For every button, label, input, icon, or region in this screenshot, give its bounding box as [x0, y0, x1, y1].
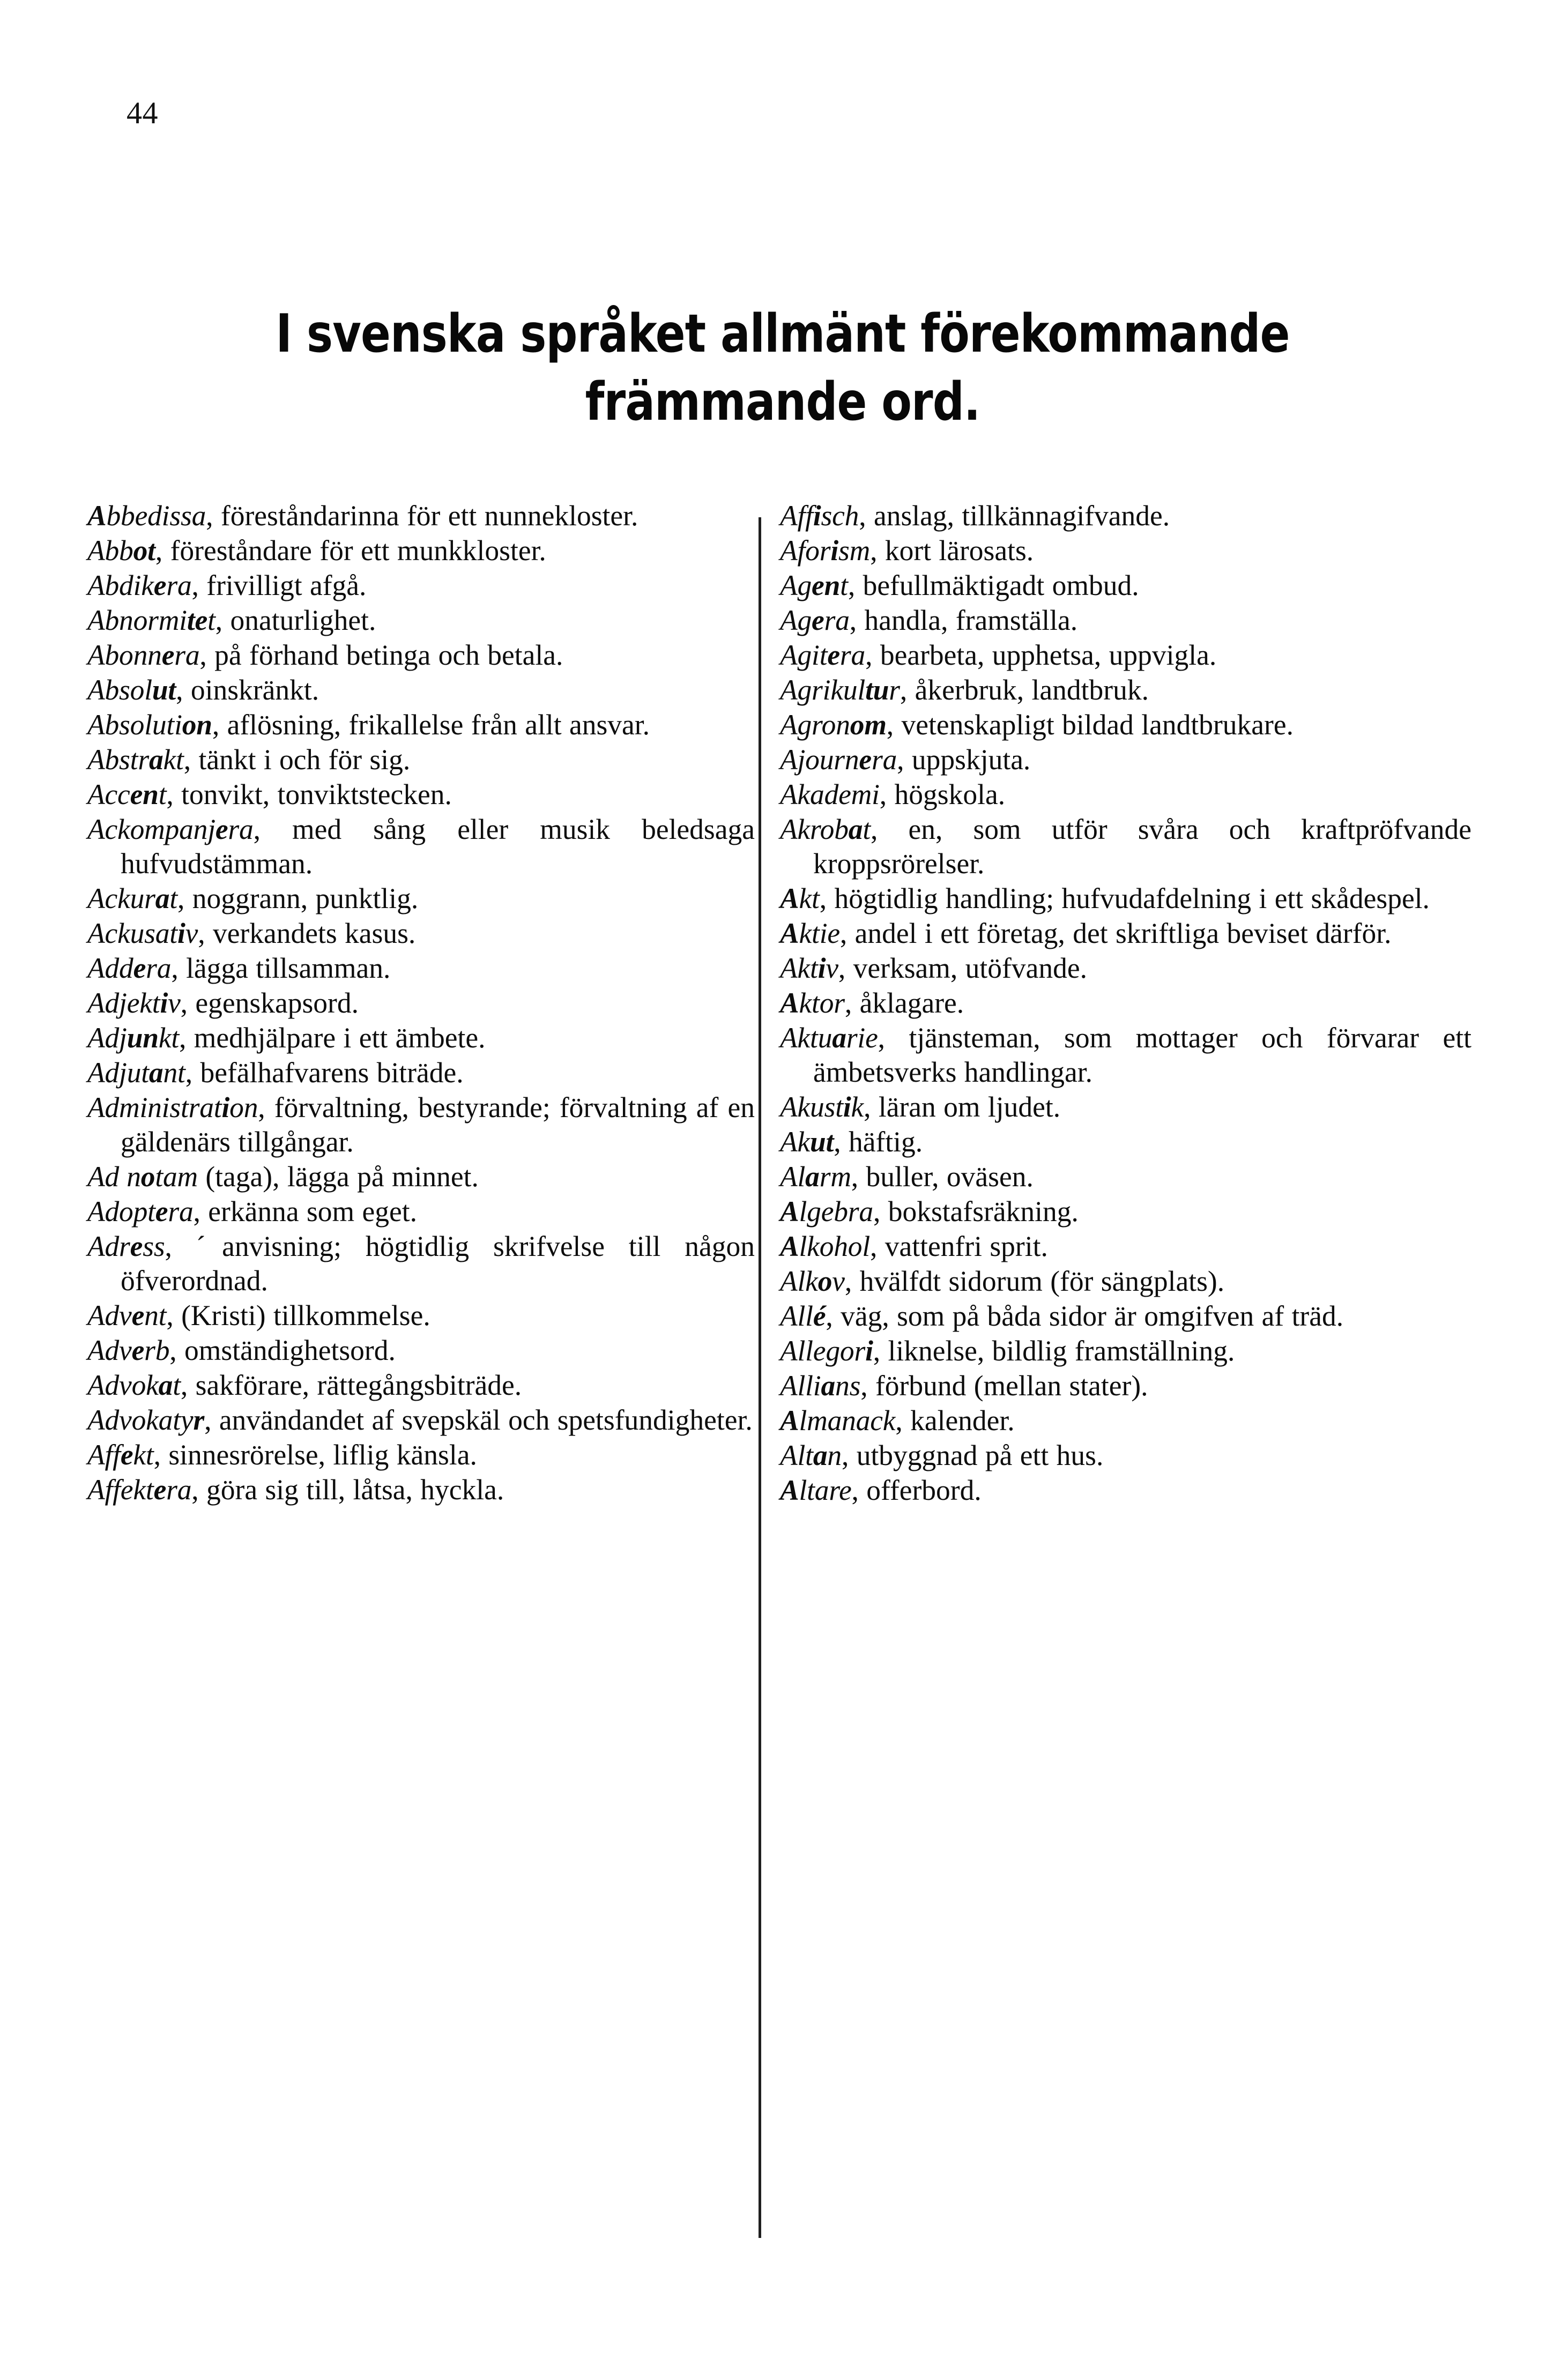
- entry-definition: , föreståndare för ett munkkloster.: [155, 534, 546, 567]
- entry-headword: Abonnera: [87, 638, 200, 671]
- entry-definition: , bearbeta, upphetsa, uppvigla.: [865, 638, 1217, 671]
- dictionary-entry: [780, 986, 1471, 1020]
- entry-definition: , verkandets kasus.: [198, 917, 416, 949]
- entry-headword: Advokatyr: [87, 1404, 205, 1437]
- entry-headword: Alarm: [780, 1161, 851, 1193]
- entry-headword: Adjunkt: [87, 1021, 180, 1054]
- entry-headword: Abstrakt: [87, 743, 184, 776]
- entry-headword: Abbedissa: [87, 500, 206, 532]
- dictionary-entry: [87, 708, 755, 742]
- entry-headword: Abnormitet: [87, 604, 215, 636]
- entry-headword: Addera: [87, 951, 172, 984]
- dictionary-entry: [87, 568, 755, 603]
- dictionary-entry: [780, 916, 1471, 950]
- dictionary-entry: [780, 1368, 1471, 1403]
- entry-definition: , handla, framställa.: [849, 604, 1078, 636]
- dictionary-entry: [87, 638, 755, 672]
- entry-definition: , offerbord.: [851, 1474, 982, 1506]
- dictionary-entry: [87, 742, 755, 777]
- dictionary-entry: [780, 673, 1471, 707]
- entry-headword: Abbot: [87, 534, 155, 567]
- entry-definition: , högskola.: [879, 778, 1006, 810]
- entry-headword: Agent: [780, 569, 848, 601]
- entry-headword: Advokat: [87, 1369, 181, 1402]
- column-divider-rule: [759, 517, 761, 2238]
- dictionary-entry: [780, 708, 1471, 742]
- entry-definition: , uppskjuta.: [897, 743, 1031, 776]
- entry-headword: Affektera: [87, 1474, 192, 1506]
- dictionary-entry: [87, 1090, 755, 1159]
- entry-definition: (taga), lägga på minnet.: [197, 1161, 479, 1193]
- dictionary-entry: [780, 1229, 1471, 1263]
- entry-definition: , befälhafvarens biträde.: [185, 1056, 464, 1089]
- entry-headword: Affekt: [87, 1439, 154, 1471]
- dictionary-entry: [87, 881, 755, 916]
- entry-headword: Altare: [780, 1474, 852, 1506]
- dictionary-entry: [87, 499, 755, 533]
- dictionary-entry: [87, 1472, 755, 1507]
- entry-definition: , omständighetsord.: [169, 1334, 396, 1367]
- entry-headword: Allé: [780, 1299, 826, 1332]
- entry-definition: , aflösning, frikallelse från allt ansvar.: [212, 708, 650, 741]
- dictionary-entry: [87, 1403, 755, 1437]
- page-title-line-1: I svenska språket allmänt förekommande: [276, 303, 1290, 365]
- entry-definition: , högtidlig handling; hufvudafdelning i ett skådespel.: [819, 882, 1430, 914]
- dictionary-entry: [780, 1403, 1471, 1438]
- entry-columns: [0, 499, 1561, 2246]
- entry-headword: Adress: [87, 1230, 165, 1263]
- page-number: 44: [127, 95, 158, 130]
- entry-definition: , noggrann, punktlig.: [177, 882, 419, 914]
- entry-headword: Agitera: [780, 638, 866, 671]
- entry-definition: , egenskapsord.: [180, 986, 359, 1019]
- entry-column-left: [87, 499, 755, 1507]
- entry-headword: Ackompanjera: [87, 813, 254, 845]
- entry-definition: , en, som utför svåra och kraftpröfvande kroppsrörelser.: [813, 813, 1471, 880]
- entry-definition: , användandet af svepskäl och spetsfundigheter.: [204, 1404, 753, 1437]
- dictionary-entry: [87, 986, 755, 1020]
- dictionary-entry: [780, 951, 1471, 985]
- dictionary-entry: [780, 1194, 1471, 1229]
- dictionary-entry: [87, 1055, 755, 1090]
- entry-headword: Abdikera: [87, 569, 192, 601]
- entry-definition: , åkerbruk, landtbruk.: [900, 673, 1149, 706]
- entry-headword: Aktie: [780, 917, 840, 949]
- entry-definition: , verksam, utöfvande.: [838, 951, 1087, 984]
- entry-definition: , liknelse, bildlig framställning.: [873, 1334, 1235, 1367]
- entry-headword: Absolut: [87, 673, 176, 706]
- dictionary-entry: [780, 1090, 1471, 1124]
- page-title-line-2: främmande ord.: [585, 371, 980, 433]
- dictionary-entry: [87, 916, 755, 950]
- entry-headword: Adjektiv: [87, 986, 181, 1019]
- entry-headword: Affisch: [780, 500, 859, 532]
- entry-headword: Accent: [87, 778, 167, 810]
- entry-headword: Allians: [780, 1369, 861, 1402]
- dictionary-entry: [780, 1438, 1471, 1472]
- entry-headword: Ackurat: [87, 882, 177, 914]
- entry-headword: Alkov: [780, 1265, 845, 1297]
- dictionary-entry: [87, 1021, 755, 1055]
- dictionary-entry: [780, 533, 1471, 568]
- entry-definition: , utbyggnad på ett hus.: [841, 1439, 1104, 1471]
- dictionary-entry: [87, 1438, 755, 1472]
- entry-headword: Almanack: [780, 1404, 896, 1437]
- entry-headword: Aktuarie: [780, 1021, 878, 1054]
- entry-definition: , förbund (mellan stater).: [860, 1369, 1148, 1402]
- entry-definition: , kalender.: [895, 1404, 1015, 1437]
- entry-definition: , andel i ett företag, det skriftliga beviset därför.: [839, 917, 1392, 949]
- entry-headword: Allegori: [780, 1334, 873, 1367]
- entry-definition: , medhjälpare i ett ämbete.: [179, 1021, 486, 1054]
- dictionary-entry: [87, 951, 755, 985]
- entry-definition: , vetenskapligt bildad landtbrukare.: [886, 708, 1294, 741]
- entry-definition: , befullmäktigadt ombud.: [848, 569, 1139, 601]
- entry-headword: Akrobat: [780, 813, 871, 845]
- entry-headword: Agrikultur: [780, 673, 900, 706]
- entry-headword: Ajournera: [780, 743, 897, 776]
- entry-headword: Algebra: [780, 1195, 873, 1228]
- dictionary-entry: [780, 881, 1471, 916]
- entry-definition: , läran om ljudet.: [864, 1091, 1061, 1124]
- dictionary-entry: [87, 777, 755, 812]
- entry-headword: Akut: [780, 1126, 834, 1158]
- entry-definition: , erkänna som eget.: [193, 1195, 417, 1228]
- entry-definition: , på förhand betinga och betala.: [199, 638, 563, 671]
- dictionary-entry: [87, 812, 755, 881]
- entry-headword: Adjutant: [87, 1056, 185, 1089]
- dictionary-entry: [87, 673, 755, 707]
- entry-definition: , frivilligt afgå.: [191, 569, 367, 601]
- entry-headword: Administration: [87, 1091, 258, 1124]
- entry-definition: , sakförare, rättegångsbiträde.: [180, 1369, 522, 1402]
- entry-definition: , åklagare.: [844, 986, 964, 1019]
- entry-headword: Advent: [87, 1299, 167, 1332]
- entry-definition: , lägga tillsamman.: [171, 951, 391, 984]
- entry-headword: Aktiv: [780, 951, 838, 984]
- entry-headword: Ackusativ: [87, 917, 198, 949]
- dictionary-entry: [87, 1368, 755, 1402]
- dictionary-entry: [87, 1333, 755, 1367]
- entry-column-right: [780, 499, 1471, 1508]
- entry-definition: , onaturlighet.: [215, 604, 376, 636]
- entry-headword: Aktor: [780, 986, 845, 1019]
- dictionary-entry: [780, 1021, 1471, 1090]
- entry-definition: , häftig.: [834, 1126, 923, 1158]
- dictionary-entry: [87, 1194, 755, 1229]
- entry-definition: , (Kristi) tillkommelse.: [166, 1299, 430, 1332]
- entry-definition: , anslag, tillkännagifvande.: [859, 500, 1170, 532]
- dictionary-entry: [780, 1299, 1471, 1333]
- dictionary-entry: [780, 1125, 1471, 1159]
- dictionary-entry: [87, 533, 755, 568]
- entry-headword: Altan: [780, 1439, 842, 1471]
- entry-headword: Agronom: [780, 708, 887, 741]
- dictionary-entry: [780, 777, 1471, 812]
- dictionary-entry: [780, 742, 1471, 777]
- entry-definition: , tänkt i och för sig.: [183, 743, 411, 776]
- entry-definition: , tonvikt, tonviktstecken.: [166, 778, 452, 810]
- entry-headword: Akustik: [780, 1091, 864, 1124]
- dictionary-entry: [780, 499, 1471, 533]
- entry-definition: , föreståndarinna för ett nunnekloster.: [206, 500, 638, 532]
- entry-headword: Akademi: [780, 778, 880, 810]
- entry-definition: , oinskränkt.: [176, 673, 319, 706]
- dictionary-entry: [780, 1159, 1471, 1194]
- dictionary-entry: [780, 1473, 1471, 1507]
- entry-headword: Absolution: [87, 708, 212, 741]
- entry-definition: , väg, som på båda sidor är omgifven af träd.: [826, 1299, 1344, 1332]
- entry-headword: Adoptera: [87, 1195, 194, 1228]
- entry-headword: Alkohol: [780, 1230, 871, 1263]
- dictionary-entry: [87, 1298, 755, 1333]
- entry-headword: Agera: [780, 604, 850, 636]
- entry-headword: Ad notam: [87, 1161, 198, 1193]
- dictionary-entry: [780, 603, 1471, 637]
- entry-definition: , förvaltning, bestyrande; förvaltning af en gäldenärs tillgångar.: [121, 1091, 755, 1158]
- page-title: [91, 300, 1474, 437]
- dictionary-entry: [780, 812, 1471, 881]
- entry-headword: Adverb: [87, 1334, 170, 1367]
- dictionary-entry: [87, 603, 755, 637]
- dictionary-entry: [780, 1334, 1471, 1368]
- entry-definition: , tjänsteman, som mottager och förvarar ett ämbetsverks handlingar.: [813, 1021, 1471, 1089]
- dictionary-entry: [780, 568, 1471, 603]
- entry-headword: Akt: [780, 882, 820, 914]
- dictionary-entry: [780, 638, 1471, 672]
- entry-definition: , kort lärosats.: [870, 534, 1034, 567]
- entry-definition: , sinnesrörelse, liflig känsla.: [153, 1439, 477, 1471]
- dictionary-entry: [87, 1229, 755, 1298]
- entry-definition: , buller, oväsen.: [851, 1161, 1034, 1193]
- entry-definition: , hvälfdt sidorum (för sängplats).: [844, 1265, 1225, 1297]
- entry-definition: , göra sig till, låtsa, hyckla.: [191, 1474, 504, 1506]
- dictionary-entry: [87, 1159, 755, 1194]
- entry-definition: , bokstafsräkning.: [873, 1195, 1079, 1228]
- entry-definition: , vattenfri sprit.: [870, 1230, 1048, 1263]
- entry-definition: , ˊanvisning; högtidlig skrifvelse till någon öfverordnad.: [121, 1230, 755, 1297]
- entry-headword: Aforism: [780, 534, 871, 567]
- entry-definition: , med sång eller musik beledsaga hufvudstämman.: [121, 813, 755, 880]
- dictionary-entry: [780, 1264, 1471, 1298]
